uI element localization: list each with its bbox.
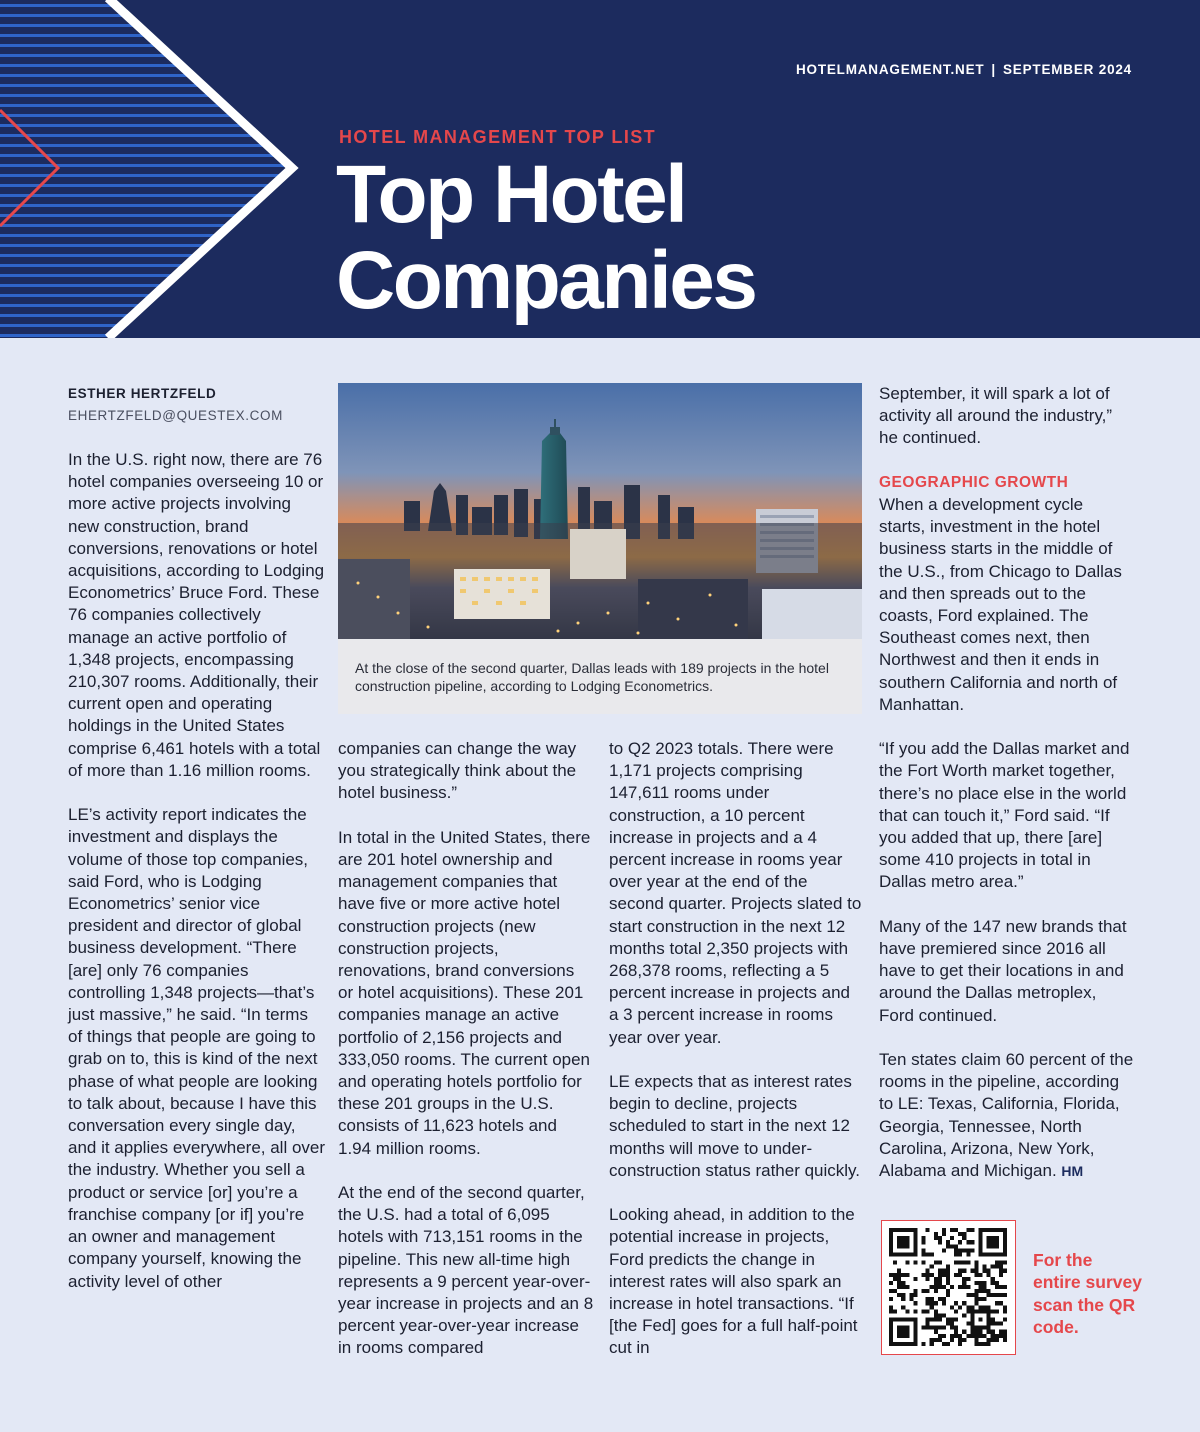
qr-call-to-action: For the entire survey scan the QR code. <box>1033 1250 1142 1337</box>
author-name: ESTHER HERTZFELD <box>68 386 217 401</box>
paragraph <box>879 472 1134 716</box>
paragraph: “If you add the Dallas market and the Fort Worth market together, there’s no place else in the world that can touch it,” Ford said. “If you added that up, there [are] some 410 projects in total in Dallas metro area.” <box>879 739 1130 892</box>
title-line-1: Top Hotel <box>336 149 686 240</box>
dallas-skyline-photo <box>338 383 862 639</box>
photo-caption: At the close of the second quarter, Dallas leads with 189 projects in the hotel construction pipeline, according to Lodging Econometrics. <box>355 660 829 694</box>
page-title <box>336 149 756 326</box>
issue-date: SEPTEMBER 2024 <box>1003 62 1132 77</box>
paragraph: LE expects that as interest rates begin to decline, projects scheduled to start in the next 12 months will move to under-construction status rather quickly. <box>609 1072 861 1180</box>
paragraph: Many of the 147 new brands that have premiered since 2016 all have to get their locations in and around the Dallas metroplex, Ford continued. <box>879 916 1127 1025</box>
qr-code-icon[interactable] <box>889 1228 1007 1346</box>
paragraph-text: When a development cycle starts, investment in the hotel business starts in the middle of the U.S., from Chicago to Dallas and then spreads out to the coasts, Ford explained. The Southeast comes next, then Northwest and then it ends in southern California and north of Manhattan. <box>879 495 1122 714</box>
qr-code-box[interactable] <box>881 1220 1016 1355</box>
article-column-4 <box>879 383 1134 1182</box>
paragraph: LE’s activity report indicates the investment and displays the volume of those top companies, said Ford, who is Lodging Econometrics’ senior vice president and director of global business development. “There [are] only 76 companies controlling 1,348 projects—that’s just massive,” he said. “In terms of things that people are going to grab on to, this is kind of the next phase of what people are looking to talk about, because I have this conversation every single day, and it applies everywhere, all over the industry. Whether you sell a product or service [or] you’re a franchise company [or if] you’re an owner and management company yourself, knowing the activity level of other <box>68 805 326 1291</box>
paragraph <box>879 1049 1134 1182</box>
article-column-1 <box>68 449 326 1293</box>
masthead-banner <box>0 0 1200 338</box>
paragraph: Looking ahead, in addition to the potential increase in projects, Ford predicts the change in interest rates will also spark an increase in hotel transactions. “If [the Fed] goes for a full half-point cut in <box>609 1205 858 1358</box>
author-email[interactable]: EHERTZFELD@QUESTEX.COM <box>68 408 283 423</box>
end-mark: HM <box>1061 1163 1084 1180</box>
title-line-2: Companies <box>336 235 756 326</box>
article-column-2 <box>338 738 594 1360</box>
paragraph: In the U.S. right now, there are 76 hotel companies overseeing 10 or more active projects involving new construction, brand conversions, renovations or hotel acquisitions, according to Lodging Econometrics’ Bruce Ford. These 76 companies collectively manage an active portfolio of 1,348 projects, encompassing 210,307 rooms. Additionally, their current open and operating holdings in the United States comprise 6,461 hotels with a total of more than 1.16 million rooms. <box>68 450 325 780</box>
site-name[interactable]: HOTELMANAGEMENT.NET <box>795 62 985 77</box>
paragraph: At the end of the second quarter, the U.S. had a total of 6,095 hotels with 713,151 rooms in the pipeline. This new all-time high represents a 9 percent year-over-year increase in projects and an 8 percent year-over-year increase in rooms compared <box>338 1183 594 1358</box>
paragraph-text: Ten states claim 60 percent of the rooms in the pipeline, according to LE: Texas, California, Florida, Georgia, Tennessee, North Carolina, Arizona, New York, Alabama and Michigan. <box>879 1050 1134 1181</box>
article-column-3 <box>609 738 864 1360</box>
separator: | <box>991 62 996 77</box>
publication-line <box>796 62 1132 77</box>
section-subhead: GEOGRAPHIC GROWTH <box>879 473 1069 491</box>
photo-figure <box>338 383 862 714</box>
paragraph: In total in the United States, there are 201 hotel ownership and management companies that have five or more active hotel construction projects (new construction projects, renovations, brand conversions or hotel acquisitions). These 201 companies manage an active portfolio of 2,156 projects and 333,050 rooms. The current open and operating hotels portfolio for these 201 groups in the U.S. consists of 11,623 hotels and 1.94 million rooms. <box>338 827 591 1158</box>
paragraph: September, it will spark a lot of activity all around the industry,” he continued. <box>879 384 1113 448</box>
paragraph: companies can change the way you strategically think about the hotel business.” <box>338 739 577 803</box>
paragraph: to Q2 2023 totals. There were 1,171 projects comprising 147,611 rooms under construction, a 10 percent increase in projects and a 4 percent increase in rooms year over year at the end of the second quarter. Projects slated to start construction in the next 12 months total 2,350 projects with 268,378 rooms, reflecting a 5 percent increase in projects and a 3 percent increase in rooms year over year. <box>609 739 862 1047</box>
chevron-graphic-icon <box>0 0 300 338</box>
section-kicker: HOTEL MANAGEMENT TOP LIST <box>339 127 657 147</box>
